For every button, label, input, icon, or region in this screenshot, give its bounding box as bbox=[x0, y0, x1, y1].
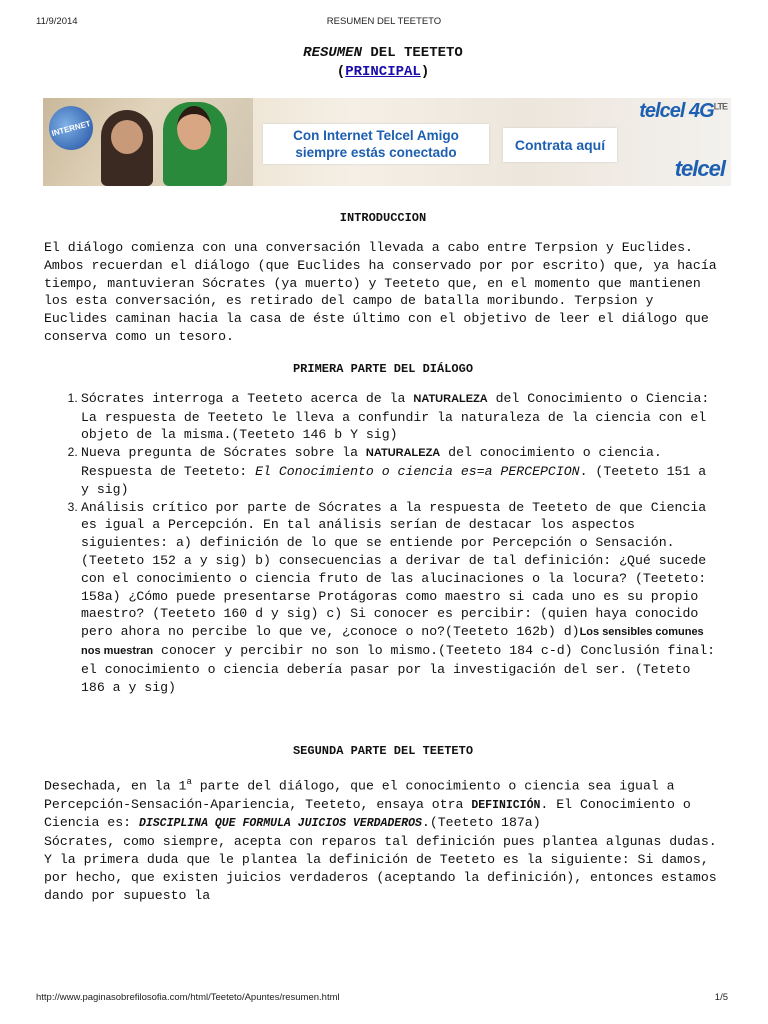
item2-italic: El Conocimiento o ciencia es=a PERCEPCION bbox=[255, 463, 580, 479]
item3-text-c: conocer y percibir no son lo mismo.(Teeteto 184 c-d) Conclusión final: el conocimiento o ciencia debería pasar por la investigación del ser. (Teteto 186 a y sig) bbox=[81, 642, 716, 695]
item2-text-e: . (Teeteto 151 a y sig) bbox=[81, 463, 707, 497]
tagline-line-1: Con Internet Telcel Amigo bbox=[293, 128, 459, 143]
item1-text-c: del Conocimiento o Ciencia: La respuesta de Teeteto le lleva a confundir la naturaleza de la ciencia con el objeto de la misma.(Teeteto 146 b Y sig) bbox=[81, 390, 710, 443]
paren-close: ) bbox=[420, 64, 430, 80]
ad-photo bbox=[43, 98, 253, 186]
part1-heading: PRIMERA PARTE DEL DIÁLOGO bbox=[292, 361, 474, 376]
person-man-image bbox=[163, 102, 227, 186]
print-page-number: 1/5 bbox=[714, 992, 728, 1003]
p1-text-f: .(Teeteto 187a) bbox=[421, 815, 541, 831]
print-header bbox=[0, 16, 768, 30]
p1-bold: DEFINICIÓN bbox=[471, 798, 541, 812]
list-item bbox=[81, 499, 722, 697]
ad-banner[interactable] bbox=[43, 98, 731, 186]
p1-bold-italic: DISCIPLINA QUE FORMULA JUICIOS VERDADEROS bbox=[138, 817, 422, 831]
intro-paragraph: El diálogo comienza con una conversación llevada a cabo entre Terpsion y Euclides. Ambos recuerdan el diálogo (que Euclides ha conservado por por escrito) que, ya hacía tiempo, mantuvieran Sócrates (ya muerto) y Teeteto que, en el momento que mantienen los esta conversación, es retirado del campo de batalla moribundo. Terpsion y Euclides caminan hacia la casa de éste último con el objetivo de leer el diálogo que conserva como un tesoro. bbox=[44, 240, 717, 344]
ad-tagline bbox=[263, 124, 489, 164]
title-italic: RESUMEN bbox=[303, 45, 362, 61]
telcel-4g-logo bbox=[639, 100, 727, 123]
print-page-title: RESUMEN DEL TEETETO bbox=[326, 16, 442, 27]
print-url: http://www.paginasobrefilosofia.com/html/Teeteto/Apuntes/resumen.html bbox=[36, 992, 340, 1003]
article bbox=[44, 210, 722, 904]
item2-bold: NATURALEZA bbox=[365, 447, 441, 460]
list-item bbox=[81, 444, 722, 498]
item3-text-a: Análisis crítico por parte de Sócrates a la respuesta de Teeteto de que Ciencia es igual a Percepción. En tal análisis serían de destacar los aspectos siguientes: a) definición de lo que se entiende por Percepción o Sensación. (Teeteto 152 a y sig) b) consecuencias a derivar de tal definición: ¿Qué sucede con el conocimiento o ciencia fruto de las alucinaciones o la locura? (Teeteto: 158a) ¿Cómo puede presentarse Protágoras como maestro si cada uno es su propio maestro? (Teeteto 160 d y sig) c) Si conocer es percibir: (quien haya conocido pero ahora no percibe lo que ve, ¿conoce o no?(Teeteto 162b) d) bbox=[81, 499, 707, 640]
p1-text-d: . El Conocimiento o Ciencia es: bbox=[44, 796, 691, 831]
brand-top-sup: LTE bbox=[713, 101, 727, 112]
item2-text-c: del conocimiento o ciencia. Respuesta de Teeteto: bbox=[81, 445, 662, 479]
document-title bbox=[44, 44, 722, 63]
internet-badge-icon: INTERNET bbox=[44, 101, 98, 155]
person-woman-image bbox=[101, 110, 153, 186]
contrata-button[interactable]: Contrata aquí bbox=[503, 128, 617, 162]
p1-text-b: parte del diálogo, que el conocimiento o ciencia sea igual a Percepción-Sensación-Apariencia, Teeteto, ensaya otra bbox=[44, 778, 675, 812]
brand-top-text: telcel 4G bbox=[639, 100, 714, 122]
item1-bold: NATURALEZA bbox=[413, 392, 488, 405]
item3-sans: Los sensibles comunes nos muestran bbox=[81, 626, 704, 657]
principal-link[interactable]: PRINCIPAL bbox=[345, 64, 421, 80]
print-date: 11/9/2014 bbox=[36, 16, 78, 27]
title-rest: DEL TEETETO bbox=[361, 45, 463, 61]
p1-text-a: Desechada, en la 1 bbox=[44, 778, 187, 794]
intro-heading: INTRODUCCION bbox=[339, 211, 427, 225]
document-body bbox=[44, 44, 727, 904]
item2-text-a: Nueva pregunta de Sócrates sobre la bbox=[81, 445, 366, 461]
item1-text-a: Sócrates interroga a Teeteto acerca de la bbox=[81, 390, 414, 406]
print-footer bbox=[0, 992, 768, 1006]
principal-link-line bbox=[44, 63, 722, 82]
list-item bbox=[81, 390, 722, 444]
p1-sup: a bbox=[186, 777, 192, 788]
part2-paragraph-1 bbox=[44, 774, 722, 833]
part2-heading: SEGUNDA PARTE DEL TEETETO bbox=[292, 744, 474, 759]
part2-paragraph-2: Sócrates, como siempre, acepta con reparos tal definición pues plantea algunas dudas. Y la primera duda que le plantea la definición de Teeteto es la siguiente: Si damos, por hecho, que existen juicios verdaderos (aceptando la definición), entonces estamos dando por supuesto la bbox=[44, 834, 717, 903]
telcel-logo: telcel bbox=[674, 156, 725, 181]
part1-list bbox=[44, 390, 722, 697]
paren-open: ( bbox=[336, 64, 346, 80]
tagline-line-2: siempre estás conectado bbox=[295, 145, 457, 160]
